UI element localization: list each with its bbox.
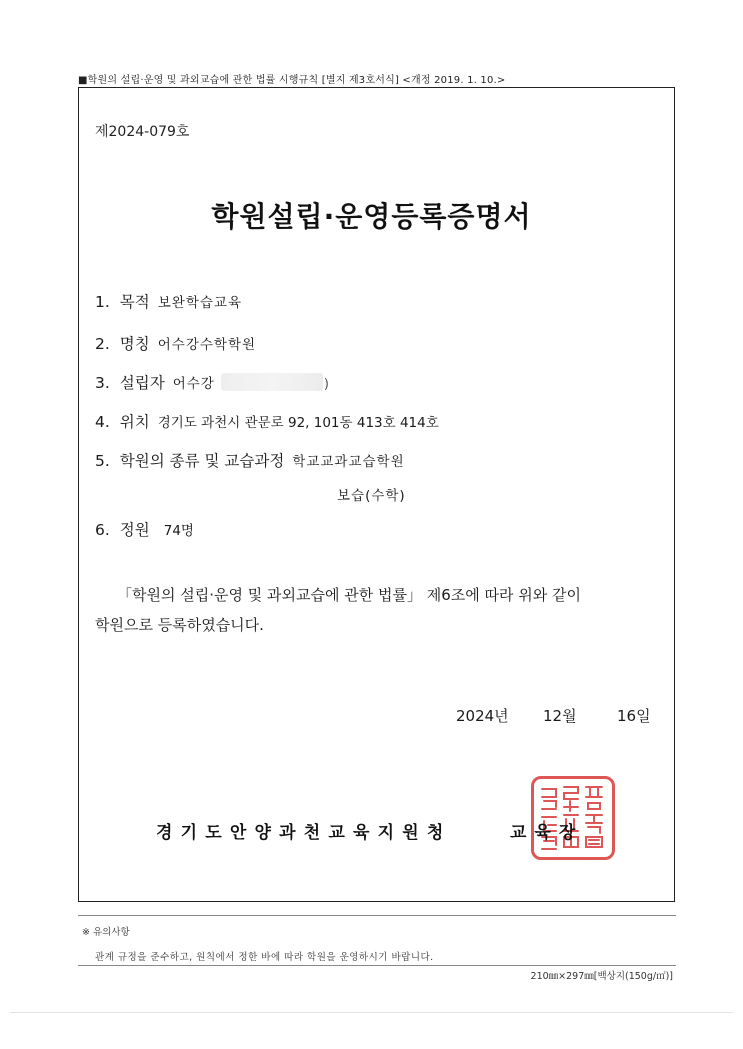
item-number: 4. — [95, 413, 110, 431]
item-value: 경기도 과천시 관문로 92, 101동 413호 414호 — [157, 415, 439, 431]
item-founder — [95, 371, 329, 393]
paper-size-note: 210㎜×297㎜[백상지(150g/㎡)] — [530, 971, 673, 982]
issuer-title: 교육장 — [510, 823, 584, 843]
item-value: 보완학습교육 — [157, 295, 242, 311]
item-value: 어수강 — [172, 376, 215, 392]
item-label: 정원 — [119, 521, 150, 539]
notes-divider-bottom — [78, 965, 676, 966]
certificate-title: 학원설립·운영등록증명서 — [211, 200, 532, 233]
issuing-office: 경기도안양과천교육지원청 — [156, 823, 452, 843]
date-day: 16일 — [617, 707, 651, 725]
item-number: 6. — [95, 521, 110, 539]
item-value: 학교교과교습학원 — [292, 454, 405, 470]
notes-heading: ※ 유의사항 — [82, 927, 130, 938]
item-label: 위치 — [119, 413, 150, 431]
scan-edge-line — [10, 1012, 733, 1013]
item-type — [95, 449, 405, 471]
item-purpose — [95, 290, 242, 312]
item-number: 5. — [95, 452, 110, 470]
item-name — [95, 332, 256, 354]
item-label: 목적 — [119, 293, 150, 311]
notes-body: 관계 규정을 준수하고, 원칙에서 정한 바에 따라 학원을 운영하시기 바랍니다. — [95, 952, 434, 963]
redacted-block — [221, 373, 323, 391]
item-number: 2. — [95, 335, 110, 353]
item-capacity — [95, 518, 194, 540]
document-number: 제2024-079호 — [95, 124, 190, 140]
notes-divider-top — [78, 915, 676, 916]
item-number: 1. — [95, 293, 110, 311]
date-month: 12월 — [543, 707, 577, 725]
statement-line-2: 학원으로 등록하였습니다. — [95, 616, 264, 634]
date-year: 2024년 — [456, 707, 509, 725]
form-header-note: ■학원의 설립·운영 및 과외교습에 관한 법률 시행규칙 [별지 제3호서식] <개정 2019. 1. 10.> — [78, 75, 506, 86]
item-value: 74명 — [163, 523, 194, 539]
item-value: 어수강수학학원 — [157, 337, 257, 353]
item-location — [95, 410, 439, 432]
statement-line-1: 「학원의 설립·운영 및 과외교습에 관한 법률」 제6조에 따라 위와 같이 — [117, 586, 581, 604]
redacted-tail: ) — [323, 377, 329, 392]
item-label: 명칭 — [119, 335, 150, 353]
item-type-course: 보습(수학) — [337, 488, 406, 504]
item-label: 설립자 — [119, 374, 165, 392]
item-number: 3. — [95, 374, 110, 392]
item-label: 학원의 종류 및 교습과정 — [119, 452, 285, 470]
certification-statement — [95, 580, 660, 640]
